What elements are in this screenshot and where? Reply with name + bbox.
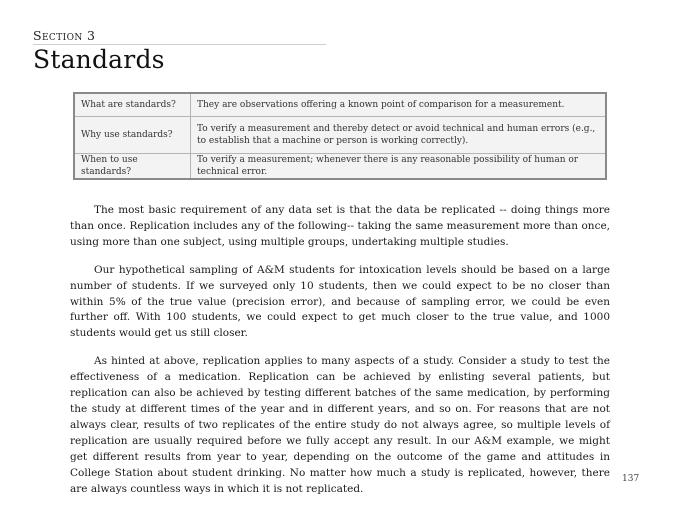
page-title: Standards (33, 45, 165, 74)
page-number: 137 (622, 474, 640, 484)
paragraph: As hinted at above, replication applies to many aspects of a study. Consider a study to test the effectiveness of a medication. Replication can be achieved by enlisting several patients, but replication can also be achieved by testing different batches of the same medication, by performing the study at different times of the year and in different years, and so on. For reasons that are not always clear, results of two replicates of the entire study do not always agree, so multiple levels of replication are usually required before we fully accept any result. In our A&M example, we might get different results from year to year, depending on the outcome of the game and attitudes in College Station about student drinking. No matter how much a study is replicated, however, there are always countless ways in which it is not replicated. (70, 355, 610, 495)
paragraph: Our hypothetical sampling of A&M students for intoxication levels should be based on a large number of students. If we surveyed only 10 students, then we could expect to be no closer than within 5% of the true value (precision error), and because of sampling error, we could be even further off. With 100 students, we could expect to get much closer to the true value, and 1000 students would get us still closer. (70, 263, 610, 340)
answer-cell: They are observations offering a known point of comparison for a measurement. (191, 93, 607, 117)
table-row (74, 154, 606, 180)
paragraph: The most basic requirement of any data set is that the data be replicated -- doing things more than once. Replication includes any of the following-- taking the same measurement more than once, using more than one subject, using multiple groups, undertaking multiple studies. (70, 204, 610, 248)
table-row (74, 93, 606, 117)
question-cell: When to use standards? (74, 154, 191, 180)
question-cell: Why use standards? (74, 117, 191, 154)
body-text (70, 203, 610, 509)
section-label: Section 3 (33, 28, 96, 43)
table-row (74, 117, 606, 154)
answer-cell: To verify a measurement and thereby detect or avoid technical and human errors (e.g., to establish that a machine or person is working correctly). (191, 117, 607, 154)
standards-table (73, 92, 607, 180)
question-cell: What are standards? (74, 93, 191, 117)
answer-cell: To verify a measurement; whenever there is any reasonable possibility of human or technical error. (191, 154, 607, 180)
